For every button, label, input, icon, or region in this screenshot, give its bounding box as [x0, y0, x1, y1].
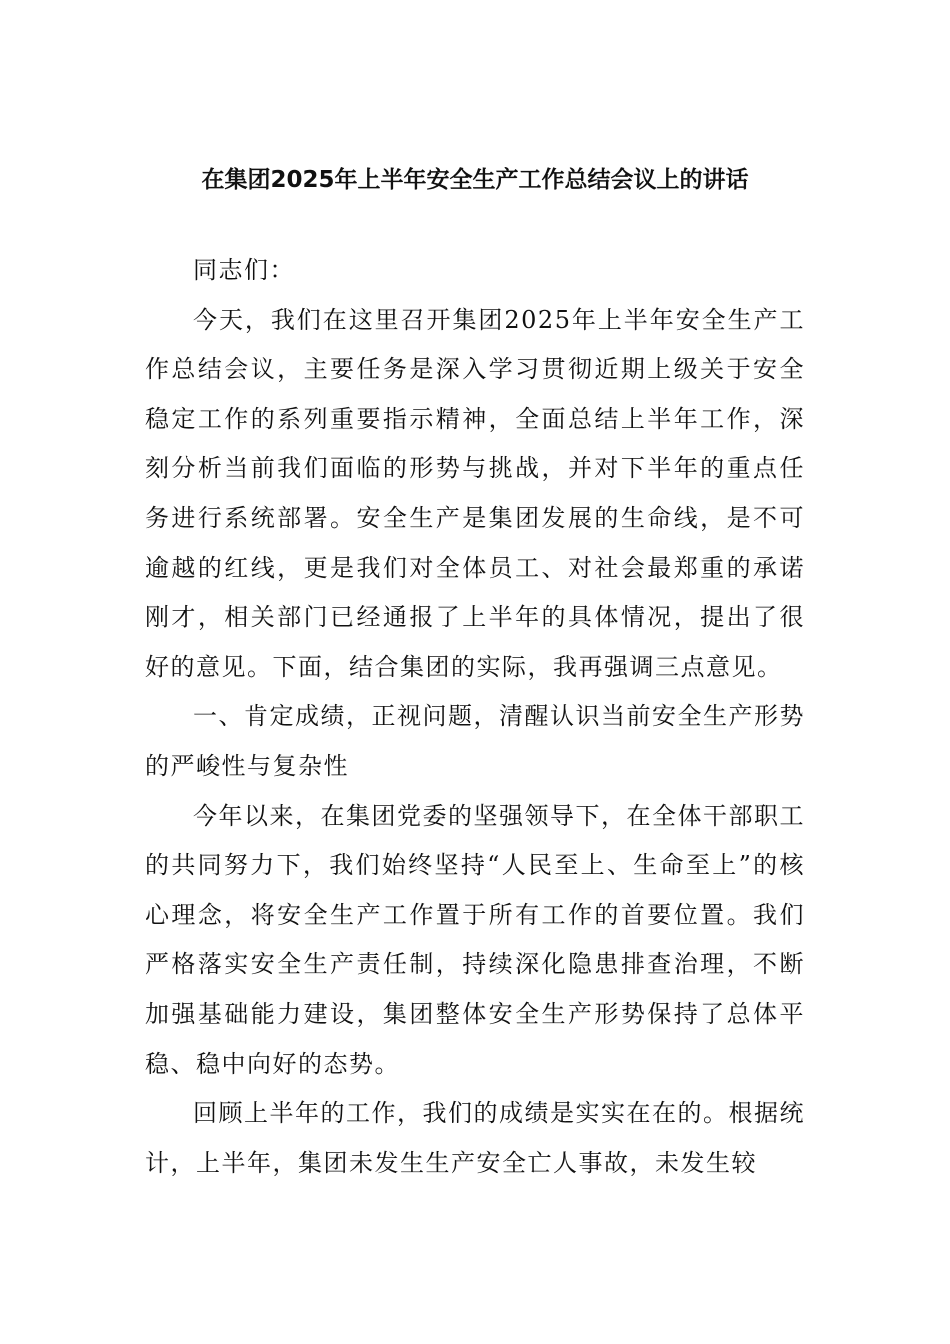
section-heading-1: 一、肯定成绩，正视问题，清醒认识当前安全生产形势的严峻性与复杂性	[145, 702, 805, 780]
section-1-paragraph: 今年以来，在集团党委的坚强领导下，在全体干部职工的共同努力下，我们始终坚持“人民至上、生命至上”的核心理念，将安全生产工作置于所有工作的首要位置。我们严格落实安全生产责任制，持续深化隐患排查治理，不断加强基础能力建设，集团整体安全生产形势保持了总体平稳、稳中向好的态势。	[145, 801, 805, 1078]
review-paragraph: 回顾上半年的工作，我们的成绩是实实在在的。根据统计，上半年，集团未发生生产安全亡人事故，未发生较	[145, 1099, 805, 1177]
document-body	[145, 246, 805, 1188]
salutation-paragraph: 同志们：	[193, 256, 295, 284]
document-title: 在集团2025年上半年安全生产工作总结会议上的讲话	[201, 167, 749, 193]
opening-paragraph: 今天，我们在这里召开集团2025年上半年安全生产工作总结会议，主要任务是深入学习贯彻近期上级关于安全稳定工作的系列重要指示精神，全面总结上半年工作，深刻分析当前我们面临的形势与挑战，并对下半年的重点任务进行系统部署。安全生产是集团发展的生命线，是不可逾越的红线，更是我们对全体员工、对社会最郑重的承诺刚才，相关部门已经通报了上半年的具体情况，提出了很好的意见。下面，结合集团的实际，我再强调三点意见。	[145, 305, 805, 681]
